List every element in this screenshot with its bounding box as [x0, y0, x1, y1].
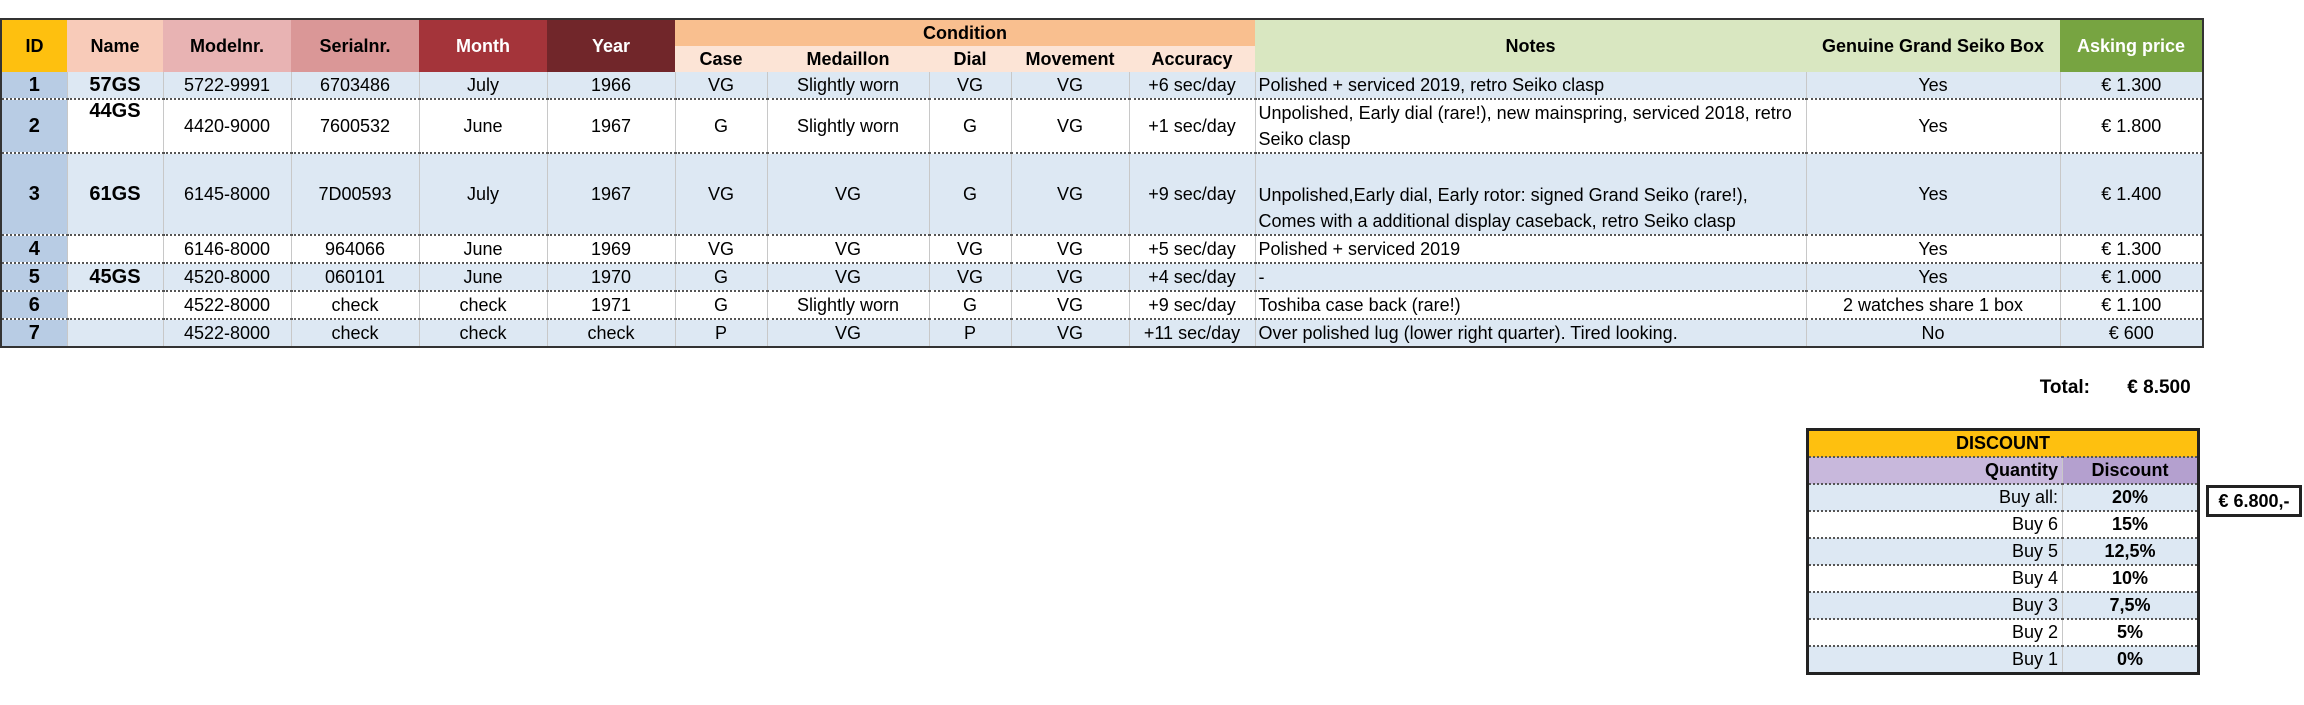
cell-year[interactable]: 1967: [547, 99, 675, 153]
cell-notes[interactable]: Unpolished,Early dial, Early rotor: signed Grand Seiko (rare!), Comes with a additional display caseback, retro Seiko clasp: [1255, 153, 1806, 235]
table-row: [1, 263, 2203, 291]
header-case[interactable]: Case: [675, 46, 767, 72]
cell-model[interactable]: 4520-8000: [163, 263, 291, 291]
cell-dial[interactable]: VG: [929, 72, 1011, 99]
cell-dial[interactable]: G: [929, 153, 1011, 235]
cell-serial[interactable]: 964066: [291, 235, 419, 263]
cell-movement[interactable]: VG: [1011, 153, 1129, 235]
cell-dial[interactable]: G: [929, 99, 1011, 153]
cell-dial[interactable]: G: [929, 291, 1011, 319]
discount-quantity[interactable]: Buy 1: [1808, 646, 2063, 674]
cell-price[interactable]: € 1.300: [2060, 72, 2203, 99]
cell-box[interactable]: Yes: [1806, 235, 2060, 263]
discount-rate[interactable]: 15%: [2063, 511, 2199, 538]
cell-id[interactable]: 2: [1, 99, 67, 153]
table-row: [1, 291, 2203, 319]
table-row: [1, 319, 2203, 347]
discount-quantity[interactable]: Buy 4: [1808, 565, 2063, 592]
cell-medaillon[interactable]: Slightly worn: [767, 72, 929, 99]
header-accuracy[interactable]: Accuracy: [1129, 46, 1255, 72]
discount-quantity[interactable]: Buy 5: [1808, 538, 2063, 565]
cell-name[interactable]: 61GS: [67, 153, 163, 235]
cell-box[interactable]: Yes: [1806, 153, 2060, 235]
cell-case[interactable]: VG: [675, 153, 767, 235]
cell-notes[interactable]: Polished + serviced 2019, retro Seiko clasp: [1255, 72, 1806, 99]
header-year[interactable]: Year: [547, 19, 675, 72]
header-box[interactable]: Genuine Grand Seiko Box: [1806, 19, 2060, 72]
cell-dial[interactable]: P: [929, 319, 1011, 347]
cell-id[interactable]: 3: [1, 153, 67, 235]
cell-year[interactable]: 1969: [547, 235, 675, 263]
cell-id[interactable]: 5: [1, 263, 67, 291]
discount-rate[interactable]: 12,5%: [2063, 538, 2199, 565]
cell-price[interactable]: € 1.800: [2060, 99, 2203, 153]
cell-year[interactable]: 1967: [547, 153, 675, 235]
cell-serial[interactable]: check: [291, 319, 419, 347]
cell-accuracy[interactable]: +9 sec/day: [1129, 153, 1255, 235]
cell-name[interactable]: 45GS: [67, 263, 163, 291]
cell-model[interactable]: 4522-8000: [163, 291, 291, 319]
cell-name[interactable]: [67, 291, 163, 319]
cell-medaillon[interactable]: Slightly worn: [767, 99, 929, 153]
cell-month[interactable]: June: [419, 99, 547, 153]
header-medaillon[interactable]: Medaillon: [767, 46, 929, 72]
cell-notes[interactable]: Unpolished, Early dial (rare!), new mainspring, serviced 2018, retro Seiko clasp: [1255, 99, 1806, 153]
cell-id[interactable]: 7: [1, 319, 67, 347]
cell-month[interactable]: July: [419, 153, 547, 235]
cell-movement[interactable]: VG: [1011, 263, 1129, 291]
cell-medaillon[interactable]: VG: [767, 263, 929, 291]
cell-year[interactable]: 1966: [547, 72, 675, 99]
cell-serial[interactable]: check: [291, 291, 419, 319]
cell-medaillon[interactable]: VG: [767, 235, 929, 263]
discount-quantity[interactable]: Buy 3: [1808, 592, 2063, 619]
total-label: Total:: [2039, 377, 2090, 398]
cell-box[interactable]: Yes: [1806, 72, 2060, 99]
header-id[interactable]: ID: [1, 19, 67, 72]
discount-rate[interactable]: 0%: [2063, 646, 2199, 674]
cell-price[interactable]: € 1.400: [2060, 153, 2203, 235]
cell-box[interactable]: Yes: [1806, 99, 2060, 153]
cell-serial[interactable]: 6703486: [291, 72, 419, 99]
cell-price[interactable]: € 1.000: [2060, 263, 2203, 291]
cell-accuracy[interactable]: +1 sec/day: [1129, 99, 1255, 153]
cell-year[interactable]: 1971: [547, 291, 675, 319]
cell-id[interactable]: 1: [1, 72, 67, 99]
header-price[interactable]: Asking price: [2060, 19, 2203, 72]
header-movement[interactable]: Movement: [1011, 46, 1129, 72]
cell-accuracy[interactable]: +5 sec/day: [1129, 235, 1255, 263]
quantity-header[interactable]: Quantity: [1808, 457, 2063, 484]
cell-model[interactable]: 6146-8000: [163, 235, 291, 263]
discount-rate[interactable]: 7,5%: [2063, 592, 2199, 619]
cell-model[interactable]: 4420-9000: [163, 99, 291, 153]
watch-inventory-table: [0, 18, 2204, 348]
cell-case[interactable]: P: [675, 319, 767, 347]
cell-accuracy[interactable]: +6 sec/day: [1129, 72, 1255, 99]
cell-serial[interactable]: 060101: [291, 263, 419, 291]
cell-box[interactable]: 2 watches share 1 box: [1806, 291, 2060, 319]
discount-quantity[interactable]: Buy 6: [1808, 511, 2063, 538]
discount-title[interactable]: DISCOUNT: [1808, 430, 2199, 458]
table-row: [1, 235, 2203, 263]
cell-movement[interactable]: VG: [1011, 72, 1129, 99]
discount-header[interactable]: Discount: [2063, 457, 2199, 484]
cell-price[interactable]: € 1.300: [2060, 235, 2203, 263]
cell-medaillon[interactable]: Slightly worn: [767, 291, 929, 319]
header-condition[interactable]: Condition: [675, 19, 1255, 46]
cell-notes[interactable]: Toshiba case back (rare!): [1255, 291, 1806, 319]
discount-quantity[interactable]: Buy 2: [1808, 619, 2063, 646]
header-month[interactable]: Month: [419, 19, 547, 72]
cell-case[interactable]: VG: [675, 235, 767, 263]
cell-month[interactable]: check: [419, 291, 547, 319]
discount-rate[interactable]: 10%: [2063, 565, 2199, 592]
cell-price[interactable]: € 600: [2060, 319, 2203, 347]
cell-year[interactable]: check: [547, 319, 675, 347]
discount-rate[interactable]: 20%: [2063, 484, 2199, 511]
cell-box[interactable]: No: [1806, 319, 2060, 347]
cell-name[interactable]: 44GS: [67, 99, 163, 153]
cell-box[interactable]: Yes: [1806, 263, 2060, 291]
cell-month[interactable]: June: [419, 235, 547, 263]
table-row: [1, 72, 2203, 99]
cell-model[interactable]: 5722-9991: [163, 72, 291, 99]
discount-table: [1806, 428, 2200, 675]
cell-accuracy[interactable]: +11 sec/day: [1129, 319, 1255, 347]
cell-accuracy[interactable]: +4 sec/day: [1129, 263, 1255, 291]
cell-name[interactable]: 57GS: [67, 72, 163, 99]
cell-movement[interactable]: VG: [1011, 319, 1129, 347]
header-name[interactable]: Name: [67, 19, 163, 72]
cell-name[interactable]: [67, 235, 163, 263]
cell-medaillon[interactable]: VG: [767, 319, 929, 347]
cell-notes[interactable]: Polished + serviced 2019: [1255, 235, 1806, 263]
total-value[interactable]: € 8.500: [2127, 377, 2191, 398]
cell-serial[interactable]: 7D00593: [291, 153, 419, 235]
discount-quantity[interactable]: Buy all:: [1808, 484, 2063, 511]
cell-month[interactable]: check: [419, 319, 547, 347]
cell-movement[interactable]: VG: [1011, 291, 1129, 319]
cell-case[interactable]: VG: [675, 72, 767, 99]
cell-model[interactable]: 4522-8000: [163, 319, 291, 347]
cell-case[interactable]: G: [675, 291, 767, 319]
cell-notes[interactable]: Over polished lug (lower right quarter). Tired looking.: [1255, 319, 1806, 347]
cell-movement[interactable]: VG: [1011, 99, 1129, 153]
discount-rate[interactable]: 5%: [2063, 619, 2199, 646]
table-row: [1, 153, 2203, 235]
cell-notes[interactable]: -: [1255, 263, 1806, 291]
cell-accuracy[interactable]: +9 sec/day: [1129, 291, 1255, 319]
cell-case[interactable]: G: [675, 263, 767, 291]
cell-id[interactable]: 6: [1, 291, 67, 319]
cell-price[interactable]: € 1.100: [2060, 291, 2203, 319]
cell-serial[interactable]: 7600532: [291, 99, 419, 153]
header-notes[interactable]: Notes: [1255, 19, 1806, 72]
buy-all-price[interactable]: € 6.800,-: [2206, 485, 2302, 517]
cell-movement[interactable]: VG: [1011, 235, 1129, 263]
table-row: [1, 99, 2203, 153]
header-serial[interactable]: Serialnr.: [291, 19, 419, 72]
cell-dial[interactable]: VG: [929, 235, 1011, 263]
cell-case[interactable]: G: [675, 99, 767, 153]
header-dial[interactable]: Dial: [929, 46, 1011, 72]
header-model[interactable]: Modelnr.: [163, 19, 291, 72]
cell-month[interactable]: July: [419, 72, 547, 99]
cell-name[interactable]: [67, 319, 163, 347]
cell-model[interactable]: 6145-8000: [163, 153, 291, 235]
cell-id[interactable]: 4: [1, 235, 67, 263]
cell-year[interactable]: 1970: [547, 263, 675, 291]
cell-dial[interactable]: VG: [929, 263, 1011, 291]
cell-medaillon[interactable]: VG: [767, 153, 929, 235]
cell-month[interactable]: June: [419, 263, 547, 291]
